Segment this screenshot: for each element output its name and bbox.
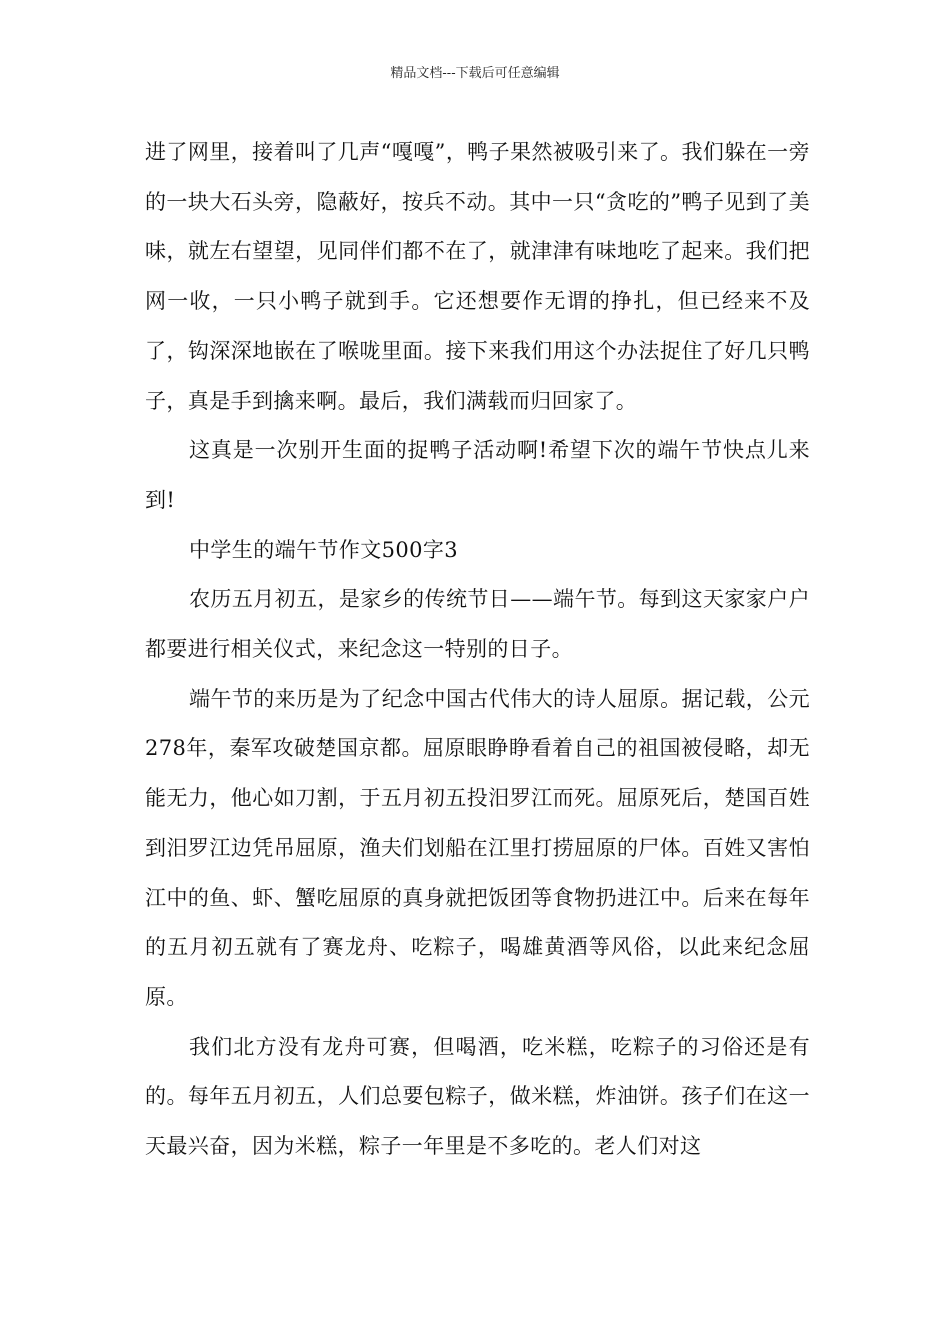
paragraph: 我们北方没有龙舟可赛，但喝酒，吃米糕，吃粽子的习俗还是有的。每年五月初五，人们总要包粽子，做米糕，炸油饼。孩子们在这一天最兴奋，因为米糕，粽子一年里是不多吃的。老人们对这: [145, 1034, 810, 1159]
paragraph: 这真是一次别开生面的捉鸭子活动啊!希望下次的端午节快点儿来到!: [145, 438, 810, 512]
paragraph: 农历五月初五，是家乡的传统节日——端午节。每到这天家家户户都要进行相关仪式，来纪念这一特别的日子。: [145, 587, 810, 662]
paragraph: 端午节的来历是为了纪念中国古代伟大的诗人屈原。据记载，公元278年，秦军攻破楚国京都。屈原眼睁睁看着自己的祖国被侵略，却无能无力，他心如刀割，于五月初五投汨罗江而死。屈原死后，楚国百姓到汨罗江边凭吊屈原，渔夫们划船在江里打捞屈原的尸体。百姓又害怕江中的鱼、虾、蟹吃屈原的真身就把饭团等食物扔进江中。后来在每年的五月初五就有了赛龙舟、吃粽子，喝雄黄酒等风俗，以此来纪念屈原。: [145, 686, 810, 1009]
page-header: 精品文档---下载后可任意编辑: [390, 66, 560, 81]
document-body: [145, 128, 810, 1172]
section-title: 中学生的端午节作文500字3: [189, 537, 459, 562]
paragraph-continued: 进了网里，接着叫了几声“嘎嘎”，鸭子果然被吸引来了。我们躲在一旁的一块大石头旁，隐蔽好，按兵不动。其中一只“贪吃的”鸭子见到了美味，就左右望望，见同伴们都不在了，就津津有味地吃了起来。我们把网一收，一只小鸭子就到手。它还想要作无谓的挣扎，但已经来不及了，钩深深地嵌在了喉咙里面。接下来我们用这个办法捉住了好几只鸭子，真是手到擒来啊。最后，我们满载而归回家了。: [145, 140, 810, 413]
